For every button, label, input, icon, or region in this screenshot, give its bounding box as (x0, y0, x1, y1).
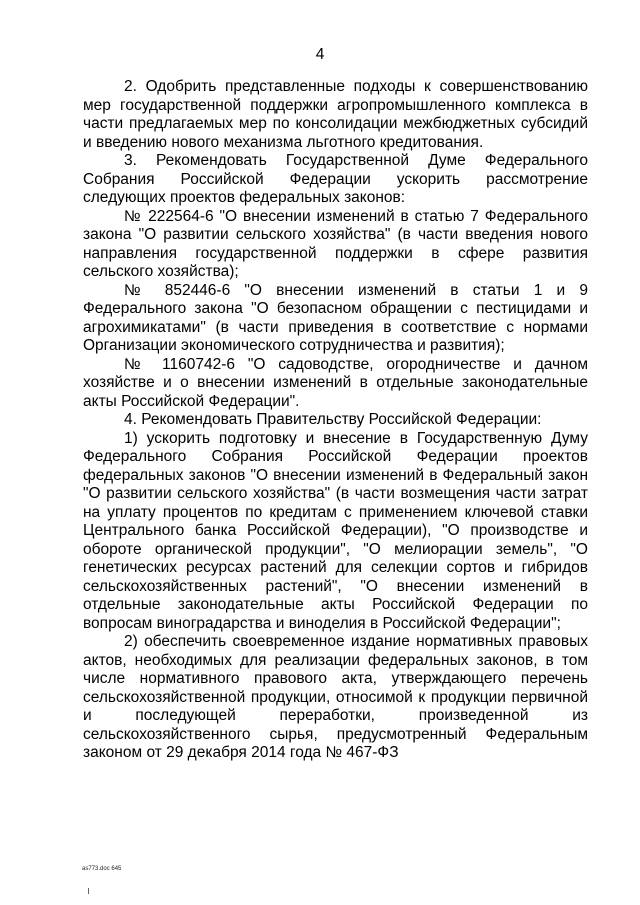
paragraph-3: 3. Рекомендовать Государственной Думе Федерального Собрания Российской Федерации ускорить рассмотрение следующих проектов федеральных законов: (83, 152, 588, 206)
paragraph-4: 4. Рекомендовать Правительству Российской Федерации: (124, 411, 542, 428)
paragraph-2: 2. Одобрить представленные подходы к совершенствованию мер государственной поддержки агропромышленного комплекса в части предлагаемых мер по консолидации межбюджетных субсидий и введению нового механизма льготного кредитования. (83, 78, 588, 151)
subparagraph-1: 1) ускорить подготовку и внесение в Государственную Думу Федерального Собрания Российской Федерации проектов федеральных законов "О внесении изменений в Федеральный закон "О развитии сельского хозяйства" (в части возмещения части затрат на уплату процентов по кредитам с применением ключевой ставки Центрального банка Российской Федерации), "О производстве и обороте органической продукции", "О мелиорации земель", "О генетических ресурсах растений для селекции сортов и гибридов сельскохозяйственных растений", "О внесении изменений в отдельные законодательные акты Российской Федерации по вопросам виноградарства и виноделия в Российской Федерации"; (83, 429, 588, 632)
bill-1160742-6: № 1160742-6 "О садоводстве, огородничестве и дачном хозяйстве и о внесении изменений в отдельные законодательные акты Российской Федерации". (83, 355, 588, 410)
footer-mark (88, 888, 89, 894)
bill-852446-6: № 852446-6 "О внесении изменений в статьи 1 и 9 Федерального закона "О безопасном обращении с пестицидами и агрохимикатами" (в части приведения в соответствие с нормами Организации экономического сотрудничества и развития); (83, 281, 588, 354)
footer-file-code: as773.doc 645 (82, 866, 122, 872)
subparagraph-2: 2) обеспечить своевременное издание нормативных правовых актов, необходимых для реализации федеральных законов, в том числе нормативного правового акта, утверждающего перечень сельскохозяйственной продукции, относимой к продукции первичной и последующей переработки, произведенной из сельскохозяйственного сырья, предусмотренный Федеральным законом от 29 декабря 2014 года № 467-ФЗ (83, 633, 588, 761)
document-body (83, 78, 588, 763)
page-number: 4 (315, 46, 325, 63)
bill-222564-6: № 222564-6 "О внесении изменений в статью 7 Федерального закона "О развитии сельского хозяйства" (в части введения нового направления государственной поддержки в сфере развития сельского хозяйства); (83, 207, 588, 280)
